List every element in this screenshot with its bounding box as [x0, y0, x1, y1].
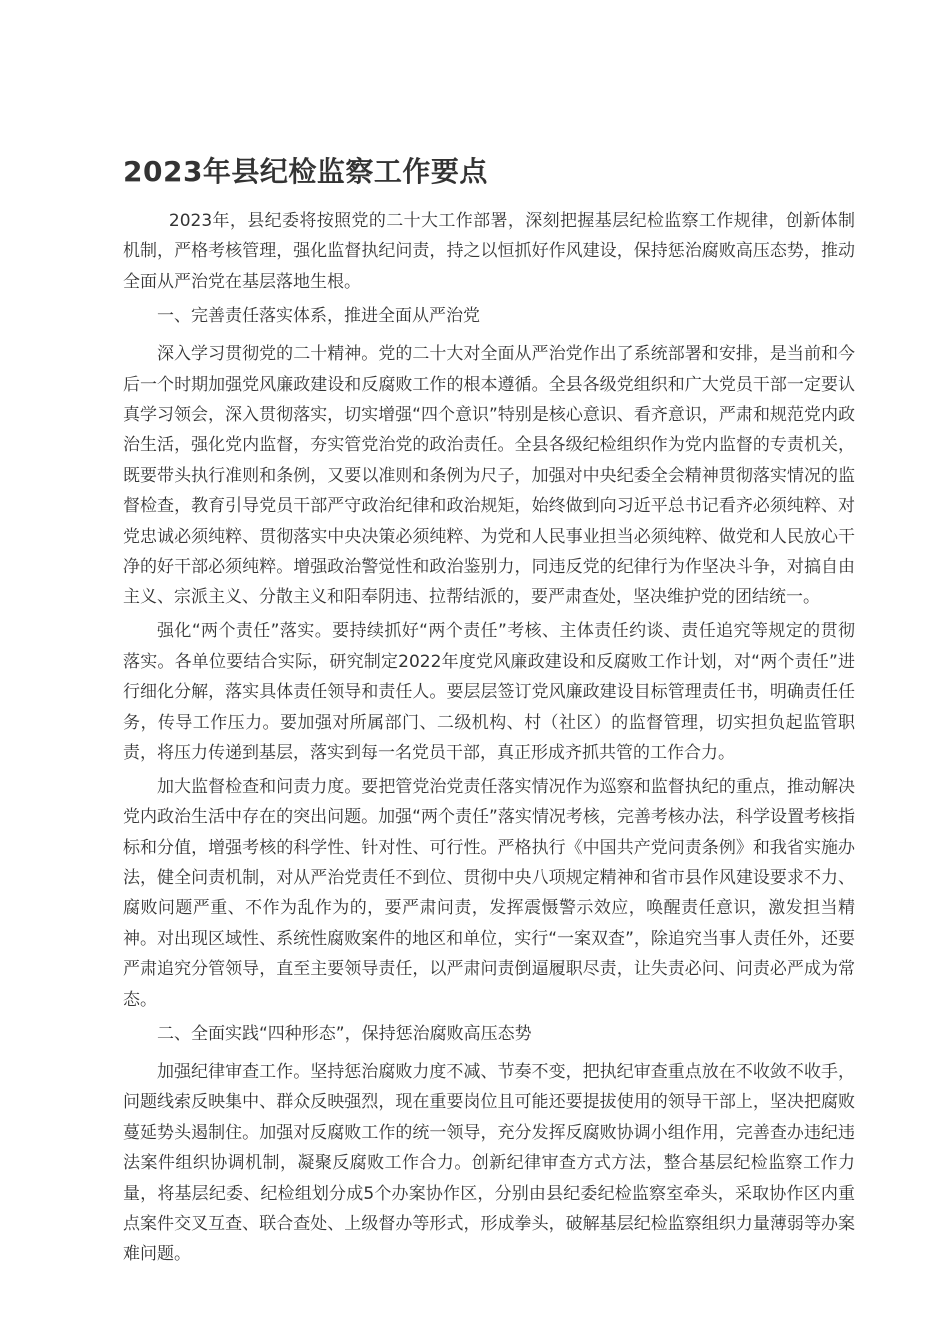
- body-paragraph: 加强纪律审查工作。坚持惩治腐败力度不减、节奏不变，把执纪审查重点放在不收敛不收手，问题线索反映集中、群众反映强烈，现在重要岗位且可能还要提拔使用的领导干部上，坚决把腐败蔓延势头遏制住。加强对反腐败工作的统一领导，充分发挥反腐败协调小组作用，完善查办违纪违法案件组织协调机制，凝聚反腐败工作合力。创新纪律审查方式方法，整合基层纪检监察工作力量，将基层纪委、纪检组划分成5个办案协作区，分别由县纪委纪检监察室牵头，采取协作区内重点案件交叉互查、联合查处、上级督办等形式，形成拳头，破解基层纪检监察组织力量薄弱等办案难问题。: [123, 1061, 855, 1265]
- document-title: 2023年县纪检监察工作要点: [123, 155, 488, 188]
- section-heading-2: 二、全面实践“四种形态”，保持惩治腐败高压态势: [157, 1023, 532, 1044]
- section-heading-1: 一、完善责任落实体系，推进全面从严治党: [157, 305, 480, 326]
- body-paragraph: 深入学习贯彻党的二十精神。党的二十大对全面从严治党作出了系统部署和安排，是当前和今后一个时期加强党风廉政建设和反腐败工作的根本遵循。全县各级党组织和广大党员干部一定要认真学习领会，深入贯彻落实，切实增强“四个意识”特别是核心意识、看齐意识，严肃和规范党内政治生活，强化党内监督，夯实管党治党的政治责任。全县各级纪检组织作为党内监督的专责机关，既要带头执行准则和条例，又要以准则和条例为尺子，加强对中央纪委全会精神贯彻落实情况的监督检查，教育引导党员干部严守政治纪律和政治规矩，始终做到向习近平总书记看齐必须纯粹、对党忠诚必须纯粹、贯彻落实中央决策必须纯粹、为党和人民事业担当必须纯粹、做党和人民放心干净的好干部必须纯粹。增强政治警觉性和政治鉴别力，同违反党的纪律行为作坚决斗争，对搞自由主义、宗派主义、分散主义和阳奉阴违、拉帮结派的，要严肃查处，坚决维护党的团结统一。: [123, 344, 855, 608]
- document-body: [123, 206, 855, 1273]
- body-paragraph: 强化“两个责任”落实。要持续抓好“两个责任”考核、主体责任约谈、责任追究等规定的贯彻落实。各单位要结合实际，研究制定2022年度党风廉政建设和反腐败工作计划，对“两个责任”进行细化分解，落实具体责任领导和责任人。要层层签订党风廉政建设目标管理责任书，明确责任任务，传导工作压力。要加强对所属部门、二级机构、村（社区）的监督管理，切实担负起监管职责，将压力传递到基层，落实到每一名党员干部，真正形成齐抓共管的工作合力。: [123, 621, 855, 763]
- body-paragraph: 加大监督检查和问责力度。要把管党治党责任落实情况作为巡察和监督执纪的重点，推动解决党内政治生活中存在的突出问题。加强“两个责任”落实情况考核，完善考核办法，科学设置考核指标和分值，增强考核的科学性、针对性、可行性。严格执行《中国共产党问责条例》和我省实施办法，健全问责机制，对从严治党责任不到位、贯彻中央八项规定精神和省市县作风建设要求不力、腐败问题严重、不作为乱作为的，要严肃问责，发挥震慑警示效应，唤醒责任意识，激发担当精神。对出现区域性、系统性腐败案件的地区和单位，实行“一案双查”，除追究当事人责任外，还要严肃追究分管领导，直至主要领导责任，以严肃问责倒逼履职尽责，让失责必问、问责必严成为常态。: [123, 776, 855, 1010]
- intro-paragraph: 2023年，县纪委将按照党的二十大工作部署，深刻把握基层纪检监察工作规律，创新体制机制，严格考核管理，强化监督执纪问责，持之以恒抓好作风建设，保持惩治腐败高压态势，推动全面从严治党在基层落地生根。: [123, 211, 855, 292]
